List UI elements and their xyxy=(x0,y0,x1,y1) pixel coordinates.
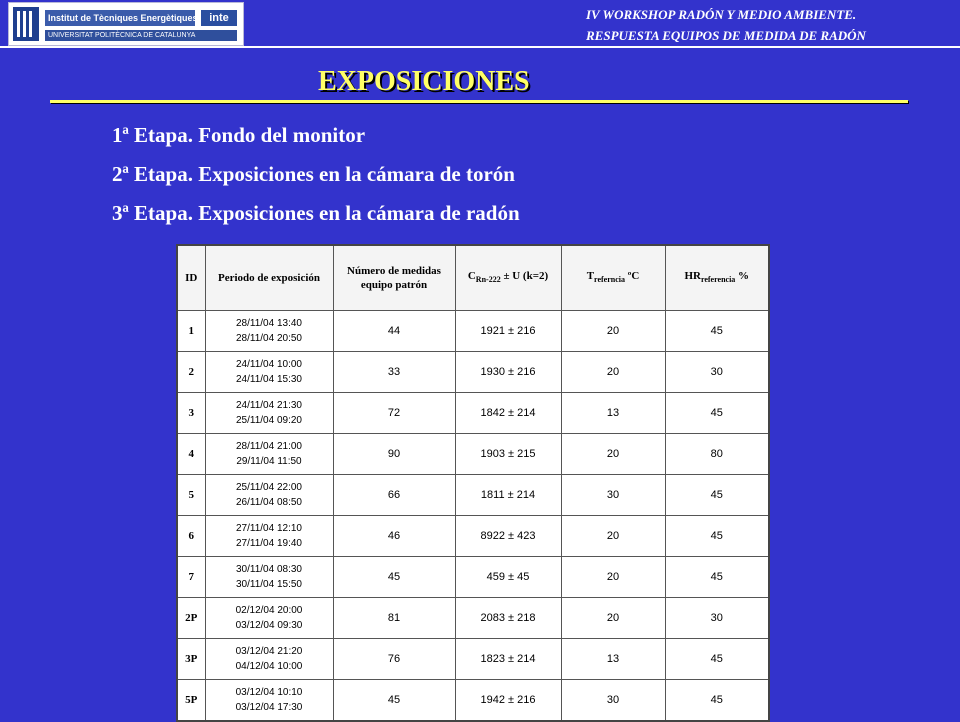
period-end: 28/11/04 20:50 xyxy=(236,333,302,344)
cell-temperature: 20 xyxy=(561,516,665,557)
cell-period xyxy=(205,598,333,639)
period-end: 30/11/04 15:50 xyxy=(236,579,302,590)
cell-temperature: 13 xyxy=(561,639,665,680)
cell-count: 46 xyxy=(333,516,455,557)
cell-humidity: 45 xyxy=(665,516,769,557)
period-start: 30/11/04 08:30 xyxy=(236,564,302,575)
cell-concentration: 459 ± 45 xyxy=(455,557,561,598)
cell-period xyxy=(205,352,333,393)
cell-period xyxy=(205,311,333,352)
institution-logo xyxy=(8,2,244,46)
logo-institute-name: Institut de Tècniques Energètiques xyxy=(45,10,195,26)
period-start: 24/11/04 10:00 xyxy=(236,359,302,370)
header-humidity-tail: % xyxy=(735,269,750,282)
cell-count: 76 xyxy=(333,639,455,680)
cell-humidity: 45 xyxy=(665,639,769,680)
cell-id: 2P xyxy=(177,598,205,639)
cell-id: 2 xyxy=(177,352,205,393)
table-header-row xyxy=(177,245,769,311)
cell-period xyxy=(205,680,333,722)
stage-list xyxy=(112,120,520,237)
cell-temperature: 30 xyxy=(561,680,665,722)
cell-id: 1 xyxy=(177,311,205,352)
period-end: 03/12/04 09:30 xyxy=(235,620,303,631)
cell-humidity: 45 xyxy=(665,475,769,516)
header-concentration-sub: Rn-222 xyxy=(475,275,501,285)
cell-period xyxy=(205,557,333,598)
cell-period xyxy=(205,639,333,680)
cell-concentration: 1921 ± 216 xyxy=(455,311,561,352)
table-row xyxy=(177,393,769,434)
cell-count: 90 xyxy=(333,434,455,475)
period-start: 28/11/04 13:40 xyxy=(236,318,302,329)
table-row xyxy=(177,516,769,557)
cell-count: 66 xyxy=(333,475,455,516)
cell-temperature: 20 xyxy=(561,434,665,475)
header-humidity-main: HR xyxy=(684,269,701,282)
cell-temperature: 20 xyxy=(561,311,665,352)
table-row xyxy=(177,352,769,393)
period-start: 24/11/04 21:30 xyxy=(236,400,302,411)
period-start: 25/11/04 22:00 xyxy=(236,482,302,493)
cell-id: 6 xyxy=(177,516,205,557)
period-end: 29/11/04 11:50 xyxy=(236,456,302,467)
header-concentration-tail: ± U (k=2) xyxy=(500,269,549,282)
header-temperature-main: T xyxy=(586,269,595,282)
header-count: Número de medidas equipo patrón xyxy=(333,245,455,311)
cell-concentration: 1811 ± 214 xyxy=(455,475,561,516)
header-line-2: RESPUESTA EQUIPOS DE MEDIDA DE RADÓN xyxy=(586,28,866,43)
cell-concentration: 1942 ± 216 xyxy=(455,680,561,722)
period-end: 27/11/04 19:40 xyxy=(236,538,302,549)
shield-icon xyxy=(13,7,39,41)
table-row xyxy=(177,475,769,516)
cell-count: 45 xyxy=(333,557,455,598)
period-start: 03/12/04 10:10 xyxy=(235,687,303,698)
cell-humidity: 45 xyxy=(665,680,769,722)
header-humidity xyxy=(665,245,769,311)
cell-id: 5 xyxy=(177,475,205,516)
period-start: 03/12/04 21:20 xyxy=(235,646,303,657)
stage-item: 1ª Etapa. Fondo del monitor xyxy=(112,123,366,147)
cell-concentration: 2083 ± 218 xyxy=(455,598,561,639)
cell-temperature: 30 xyxy=(561,475,665,516)
cell-temperature: 20 xyxy=(561,352,665,393)
cell-id: 3 xyxy=(177,393,205,434)
header-period: Periodo de exposición xyxy=(205,245,333,311)
cell-id: 4 xyxy=(177,434,205,475)
header-concentration xyxy=(455,245,561,311)
table-row xyxy=(177,639,769,680)
cell-humidity: 30 xyxy=(665,598,769,639)
cell-count: 44 xyxy=(333,311,455,352)
cell-concentration: 1930 ± 216 xyxy=(455,352,561,393)
header-title xyxy=(586,4,866,46)
header-id: ID xyxy=(177,245,205,311)
cell-period xyxy=(205,516,333,557)
period-end: 26/11/04 08:50 xyxy=(236,497,302,508)
period-start: 28/11/04 21:00 xyxy=(236,441,302,452)
cell-concentration: 1903 ± 215 xyxy=(455,434,561,475)
cell-humidity: 45 xyxy=(665,311,769,352)
cell-count: 45 xyxy=(333,680,455,722)
period-end: 03/12/04 17:30 xyxy=(235,702,303,713)
table-row xyxy=(177,598,769,639)
period-start: 02/12/04 20:00 xyxy=(235,605,303,616)
cell-id: 3P xyxy=(177,639,205,680)
cell-concentration: 8922 ± 423 xyxy=(455,516,561,557)
logo-brand: inte xyxy=(201,10,237,26)
table-row xyxy=(177,680,769,722)
header-temperature-sub: referncia xyxy=(594,275,625,285)
cell-temperature: 13 xyxy=(561,393,665,434)
page-title: EXPOSICIONES xyxy=(318,66,530,97)
table-row xyxy=(177,557,769,598)
table-row xyxy=(177,434,769,475)
stage-item: 3ª Etapa. Exposiciones en la cámara de radón xyxy=(112,201,520,225)
stage-item: 2ª Etapa. Exposiciones en la cámara de torón xyxy=(112,162,515,186)
cell-id: 5P xyxy=(177,680,205,722)
header-concentration-main: C xyxy=(467,269,476,282)
period-end: 04/12/04 10:00 xyxy=(235,661,303,672)
header-temperature-tail: ºC xyxy=(624,269,640,282)
cell-concentration: 1842 ± 214 xyxy=(455,393,561,434)
cell-count: 81 xyxy=(333,598,455,639)
title-underline xyxy=(50,100,908,103)
cell-temperature: 20 xyxy=(561,598,665,639)
cell-period xyxy=(205,393,333,434)
cell-period xyxy=(205,475,333,516)
table-row xyxy=(177,311,769,352)
exposures-table xyxy=(176,244,770,722)
cell-humidity: 45 xyxy=(665,393,769,434)
logo-university-name: UNIVERSITAT POLITÈCNICA DE CATALUNYA xyxy=(45,30,237,41)
cell-id: 7 xyxy=(177,557,205,598)
cell-concentration: 1823 ± 214 xyxy=(455,639,561,680)
header-divider xyxy=(0,46,960,48)
header-humidity-sub: referencia xyxy=(700,275,736,285)
period-start: 27/11/04 12:10 xyxy=(236,523,302,534)
header-line-1: IV WORKSHOP RADÓN Y MEDIO AMBIENTE. xyxy=(586,7,857,22)
cell-humidity: 30 xyxy=(665,352,769,393)
cell-period xyxy=(205,434,333,475)
header-temperature xyxy=(561,245,665,311)
cell-humidity: 45 xyxy=(665,557,769,598)
cell-count: 72 xyxy=(333,393,455,434)
cell-temperature: 20 xyxy=(561,557,665,598)
cell-humidity: 80 xyxy=(665,434,769,475)
period-end: 24/11/04 15:30 xyxy=(236,374,302,385)
period-end: 25/11/04 09:20 xyxy=(236,415,302,426)
cell-count: 33 xyxy=(333,352,455,393)
